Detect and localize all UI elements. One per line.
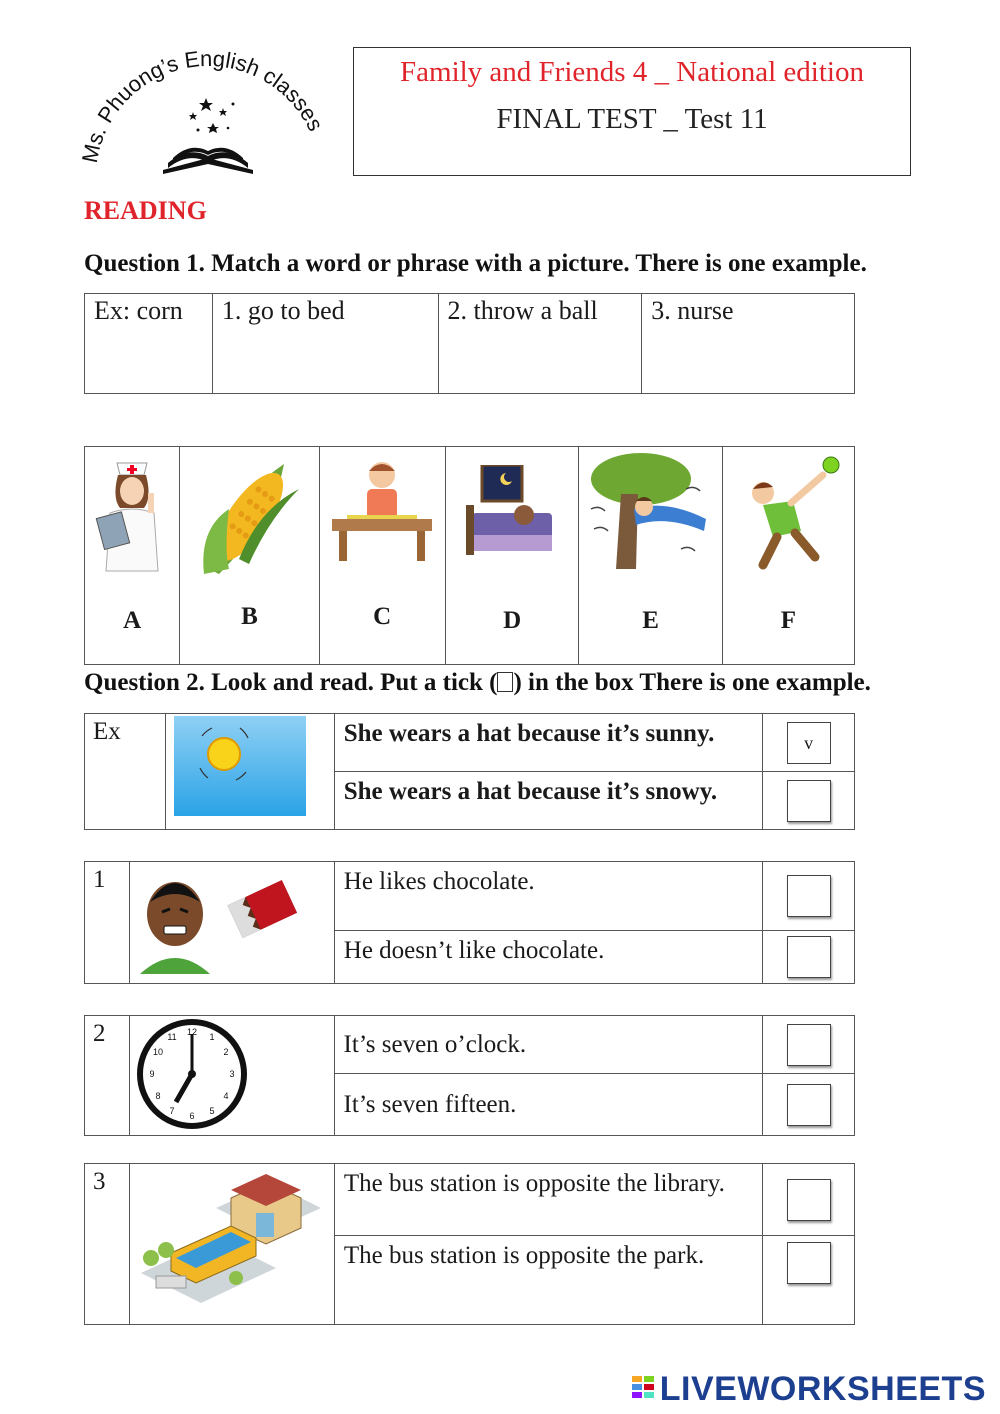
section-title: READING — [84, 196, 207, 225]
row-2-option-1: It’s seven o’clock. — [334, 1016, 763, 1074]
svg-text:9: 9 — [149, 1069, 155, 1079]
example-picture-cell — [165, 714, 334, 830]
row-1-option-2: He doesn’t like chocolate. — [334, 931, 762, 984]
example-tick-box-1: v — [787, 722, 831, 764]
row-3-number: 3 — [85, 1164, 130, 1325]
boy-measuring-table-icon — [327, 457, 437, 577]
svg-text:8: 8 — [155, 1091, 161, 1101]
row-2-tick-box-1[interactable] — [787, 1024, 831, 1066]
boy-disliking-chocolate-icon — [140, 864, 310, 974]
row-3-tick-box-1[interactable] — [787, 1179, 831, 1221]
picture-cell-a[interactable] — [85, 447, 180, 665]
book-stars-icon — [163, 98, 253, 174]
example-tick-box-2 — [787, 780, 831, 822]
row-2-number: 2 — [85, 1016, 130, 1136]
match-words-table — [84, 293, 855, 394]
row-3-picture-cell — [129, 1164, 334, 1325]
picture-letter-c: C — [373, 603, 392, 630]
picture-letter-e: E — [642, 607, 659, 634]
picture-cell-c[interactable] — [319, 447, 445, 665]
boy-holding-tree-wind-icon — [586, 449, 716, 577]
match-word-1[interactable]: 1. go to bed — [212, 294, 438, 394]
example-number: Ex — [85, 714, 166, 830]
example-option-1: She wears a hat because it’s sunny. — [334, 714, 763, 772]
svg-text:3: 3 — [229, 1069, 235, 1079]
svg-text:6: 6 — [189, 1111, 195, 1121]
picture-cell-b[interactable] — [180, 447, 319, 665]
row-1-tick-box-2[interactable] — [787, 936, 831, 978]
svg-text:10: 10 — [152, 1047, 163, 1057]
header-title: Family and Friends 4 _ National edition — [400, 56, 864, 88]
question-2-title: Question 2. Look and read. Put a tick ( ) in the box There is one example. — [84, 669, 871, 696]
picture-letter-d: D — [503, 607, 522, 634]
svg-text:2: 2 — [223, 1047, 229, 1057]
row-1-picture-cell — [129, 862, 334, 984]
svg-text:5: 5 — [209, 1106, 215, 1116]
row-2-tick-cell-2 — [763, 1074, 855, 1136]
match-pictures-table — [84, 446, 855, 665]
corn-icon — [189, 449, 309, 579]
svg-text:11: 11 — [167, 1032, 177, 1042]
match-word-example: Ex: corn — [85, 294, 213, 394]
row-1-tick-cell-2 — [763, 931, 855, 984]
row-1-option-1: He likes chocolate. — [334, 862, 762, 931]
row-3-option-2: The bus station is opposite the park. — [334, 1236, 762, 1325]
row-2-tick-cell-1 — [763, 1016, 855, 1074]
row-1-tick-box-1[interactable] — [787, 875, 831, 917]
clock-seven-icon — [136, 1018, 248, 1130]
picture-cell-d[interactable] — [445, 447, 579, 665]
svg-text:12: 12 — [186, 1027, 197, 1037]
nurse-icon — [92, 453, 172, 583]
row-3-tick-box-2[interactable] — [787, 1242, 831, 1284]
row-1-number: 1 — [85, 862, 130, 984]
picture-letter-a: A — [123, 607, 142, 634]
picture-letter-f: F — [780, 607, 797, 634]
example-tick-cell-2 — [763, 772, 855, 830]
match-word-3[interactable]: 3. nurse — [642, 294, 855, 394]
question-2-row-3 — [84, 1163, 855, 1325]
question-2-row-2 — [84, 1015, 855, 1136]
picture-cell-e[interactable] — [579, 447, 722, 665]
question-1-title: Question 1. Match a word or phrase with a picture. There is one example. — [84, 250, 867, 277]
svg-text:7: 7 — [169, 1106, 175, 1116]
header-box — [353, 47, 911, 176]
picture-letter-b: B — [241, 603, 258, 630]
match-word-2[interactable]: 2. throw a ball — [438, 294, 642, 394]
school-logo — [78, 38, 338, 188]
row-3-option-1: The bus station is opposite the library. — [334, 1164, 762, 1236]
picture-cell-f[interactable] — [722, 447, 854, 665]
example-option-2: She wears a hat because it’s snowy. — [334, 772, 763, 830]
svg-text:4: 4 — [223, 1091, 229, 1101]
row-2-picture-cell — [129, 1016, 334, 1136]
logo-arc-text: Ms. Phuong’s English classes — [78, 45, 329, 165]
row-2-option-2: It’s seven fifteen. — [334, 1074, 763, 1136]
header-subtitle: FINAL TEST _ Test 11 — [496, 103, 768, 135]
example-tick-cell-1 — [763, 714, 855, 772]
row-3-tick-cell-1 — [763, 1164, 855, 1236]
sun-icon — [174, 716, 306, 816]
child-sleeping-icon — [462, 465, 562, 565]
liveworksheets-watermark — [632, 1370, 986, 1409]
svg-text:1: 1 — [209, 1032, 215, 1042]
example-table — [84, 713, 855, 830]
row-2-tick-box-2[interactable] — [787, 1084, 831, 1126]
row-1-tick-cell-1 — [763, 862, 855, 931]
bus-station-library-icon — [136, 1168, 326, 1308]
question-2-row-1 — [84, 861, 855, 984]
liveworksheets-logo-icon — [632, 1376, 656, 1404]
watermark-text: LIVEWORKSHEETS — [659, 1370, 986, 1408]
row-3-tick-cell-2 — [763, 1236, 855, 1325]
boy-throwing-ball-icon — [733, 453, 843, 573]
